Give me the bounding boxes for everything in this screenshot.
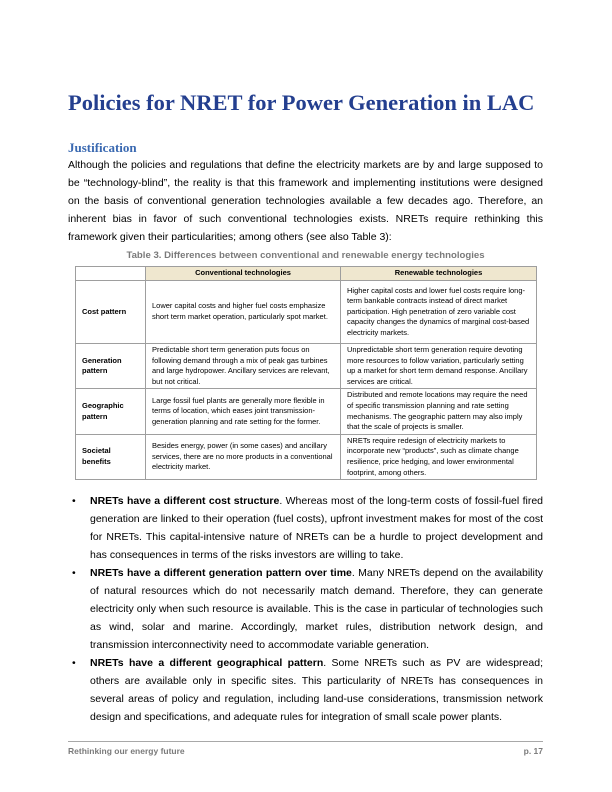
table-header-conventional: Conventional technologies xyxy=(146,267,341,281)
cell-renewable: Higher capital costs and lower fuel costs require long-term bankable contracts instead of direct market participation. High penetration of zero variable cost capacity changes the dynamics of marginal cost-based electricity markets. xyxy=(341,281,537,344)
footer-publication-title: Rethinking our energy future xyxy=(68,746,185,756)
row-label-geographic-pattern: Geographic pattern xyxy=(76,389,146,434)
bullet-lead: NRETs have a different geographical pattern xyxy=(90,657,324,669)
table-header-renewable: Renewable technologies xyxy=(341,267,537,281)
table-row xyxy=(76,389,537,434)
list-item xyxy=(68,654,543,726)
bullet-glyph: • xyxy=(72,567,76,579)
table-row xyxy=(76,434,537,479)
table-header-blank xyxy=(76,267,146,281)
table-header-row xyxy=(76,267,537,281)
cell-renewable: Unpredictable short term generation require devoting more resources to follow variation, particularly setting up a market for short term demand response. Ancillary services are critical. xyxy=(341,344,537,389)
cell-renewable: NRETs require redesign of electricity markets to incorporate new “products”, such as climate change resilience, price hedging, and lower environmental footprint, among others. xyxy=(341,434,537,479)
table-caption: Table 3. Differences between conventional and renewable energy technologies xyxy=(126,250,485,261)
table-row xyxy=(76,281,537,344)
section-heading: Justification xyxy=(68,140,137,155)
cell-conventional: Lower capital costs and higher fuel costs emphasize short term market operation, particularly spot market. xyxy=(146,281,341,344)
bullet-lead: NRETs have a different generation pattern over time xyxy=(90,567,352,579)
cell-conventional: Predictable short term generation puts focus on following demand through a mix of peak gas turbines and large hydropower. Ancillary services are relevant, but not critical. xyxy=(146,344,341,389)
table-row xyxy=(76,344,537,389)
cell-conventional: Large fossil fuel plants are generally more flexible in terms of location, which eases joint transmission-generation planning and rate setting for the former. xyxy=(146,389,341,434)
bullet-list xyxy=(68,492,543,726)
footer-divider xyxy=(68,741,543,742)
cell-conventional: Besides energy, power (in some cases) and ancillary services, there are no more products in a conventional electricity market. xyxy=(146,434,341,479)
row-label-societal-benefits: Societal benefits xyxy=(76,434,146,479)
list-item xyxy=(68,492,543,564)
bullet-glyph: • xyxy=(72,657,76,669)
cell-renewable: Distributed and remote locations may require the need of specific transmission planning and rate setting mechanisms. The geographic pattern may also imply that the scale of projects is smaller. xyxy=(341,389,537,434)
differences-table xyxy=(75,266,537,480)
list-item xyxy=(68,564,543,654)
row-label-cost-pattern: Cost pattern xyxy=(76,281,146,344)
bullet-lead: NRETs have a different cost structure xyxy=(90,495,280,507)
page-title: Policies for NRET for Power Generation in LAC xyxy=(68,90,535,115)
row-label-generation-pattern: Generation pattern xyxy=(76,344,146,389)
bullet-text: . Some NRETs such as PV are widespread; others are available only in specific sites. This particularity of NRETs has consequences in several areas of policy and regulation, including land-use considerations, transmission network design and specifications, and adequate rules for integration of small scale power plants. xyxy=(90,657,543,723)
intro-paragraph: Although the policies and regulations that define the electricity markets are by and large supposed to be “technology-blind”, the reality is that this framework and implementing institutions were designed on the basis of conventional generation technologies available a few decades ago. Therefore, an inherent bias in favor of such conventional technologies exists. NRETs require rethinking this framework given their particularities; among others (see also Table 3): xyxy=(68,159,543,243)
footer-page-number: p. 17 xyxy=(523,746,543,756)
bullet-glyph: • xyxy=(72,495,76,507)
bullet-text: . Many NRETs depend on the availability of natural resources which do not necessarily match demand. Therefore, they can generate electricity only when such resource is available. This is the case in particular of technologies such as wind, solar and marine. Accordingly, market rules, distribution network design, and transmission interconnectivity need to accommodate variable generation. xyxy=(90,567,543,651)
bullet-text: . Whereas most of the long-term costs of fossil-fuel fired generation are linked to their operation (fuel costs), upfront investment makes for most of the cost for NRETs. This capital-intensive nature of NRETs can be a hurdle to project development and has consequences in terms of the risks investors are willing to take. xyxy=(90,495,543,561)
